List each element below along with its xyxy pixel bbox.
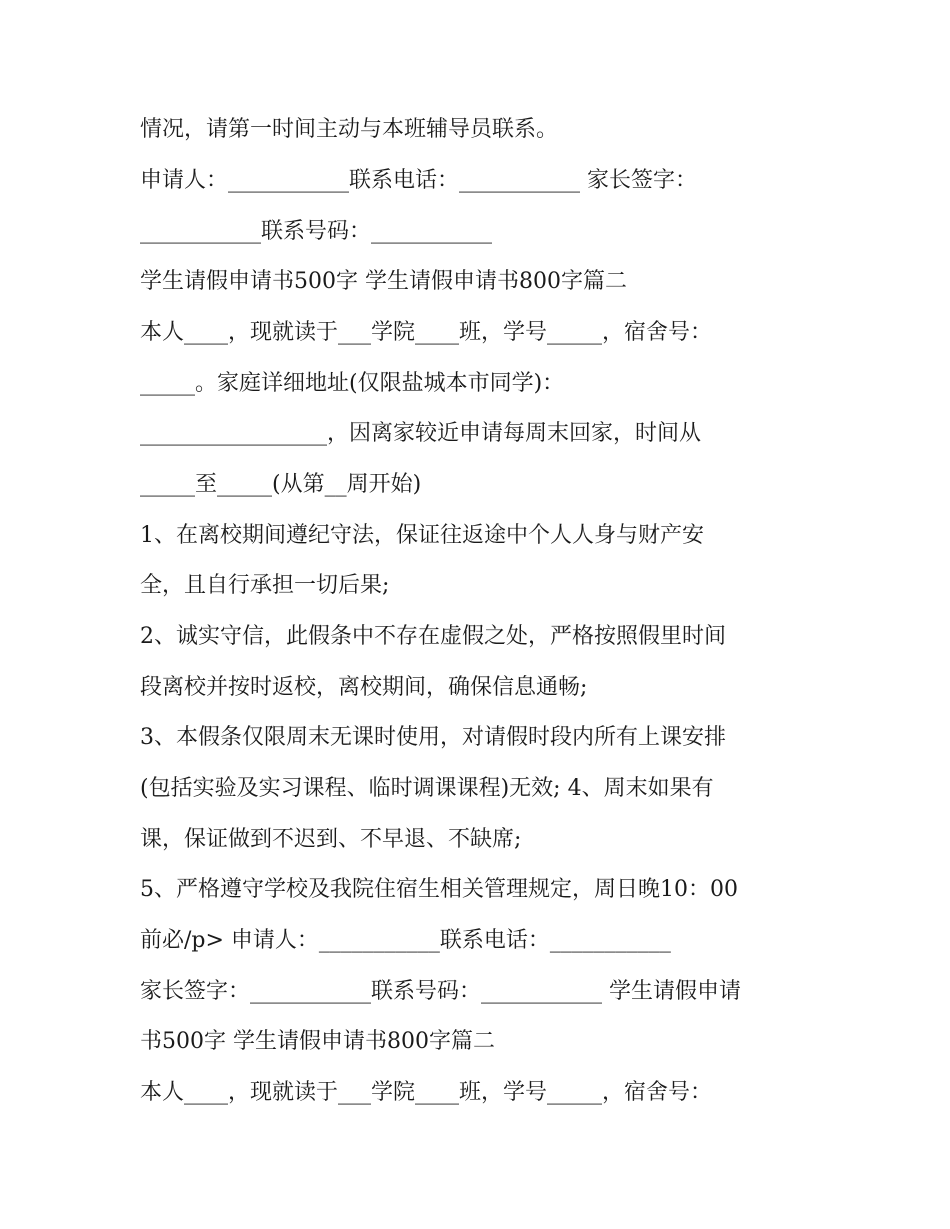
text-line: 本人____，现就读于___学院____班，学号_____，宿舍号： [140,1080,713,1105]
list-item: 5、严格遵守学校及我院住宿生相关管理规定，周日晚10：00 [140,877,738,902]
list-item: 2、诚实守信，此假条中不存在虚假之处，严格按照假里时间 [140,624,726,649]
text-line: _____至_____(从第__周开始) [140,472,422,497]
text-line: _________________，因离家较近申请每周末回家，时间从 [140,421,702,446]
text-line: _____。家庭详细地址(仅限盐城本市同学)： [140,371,565,396]
text-line: 段离校并按时返校，离校期间，确保信息通畅; [140,675,588,700]
text-line: 情况，请第一时间主动与本班辅导员联系。 [140,117,559,142]
text-line: 全，且自行承担一切后果; [140,573,390,598]
text-line: 家长签字：___________联系号码：___________ 学生请假申请 [140,979,741,1004]
text-line: 课，保证做到不迟到、不早退、不缺席; [140,827,522,852]
text-line: (包括实验及实习课程、临时调课课程)无效; 4、周末如果有 [140,776,714,801]
text-line: 申请人：___________联系电话：___________ 家长签字： [140,168,697,193]
text-line: ___________联系号码：___________ [140,219,493,244]
text-line: 前必/p> 申请人：___________联系电话：___________ [140,928,671,953]
section-heading: 学生请假申请书500字 学生请假申请书800字篇二 [140,269,627,294]
text-line: 本人____，现就读于___学院____班，学号_____，宿舍号： [140,320,713,345]
text-line: 书500字 学生请假申请书800字篇二 [140,1029,495,1054]
list-item: 3、本假条仅限周末无课时使用，对请假时段内所有上课安排 [140,725,726,750]
list-item: 1、在离校期间遵纪守法，保证往返途中个人人身与财产安 [140,523,704,548]
